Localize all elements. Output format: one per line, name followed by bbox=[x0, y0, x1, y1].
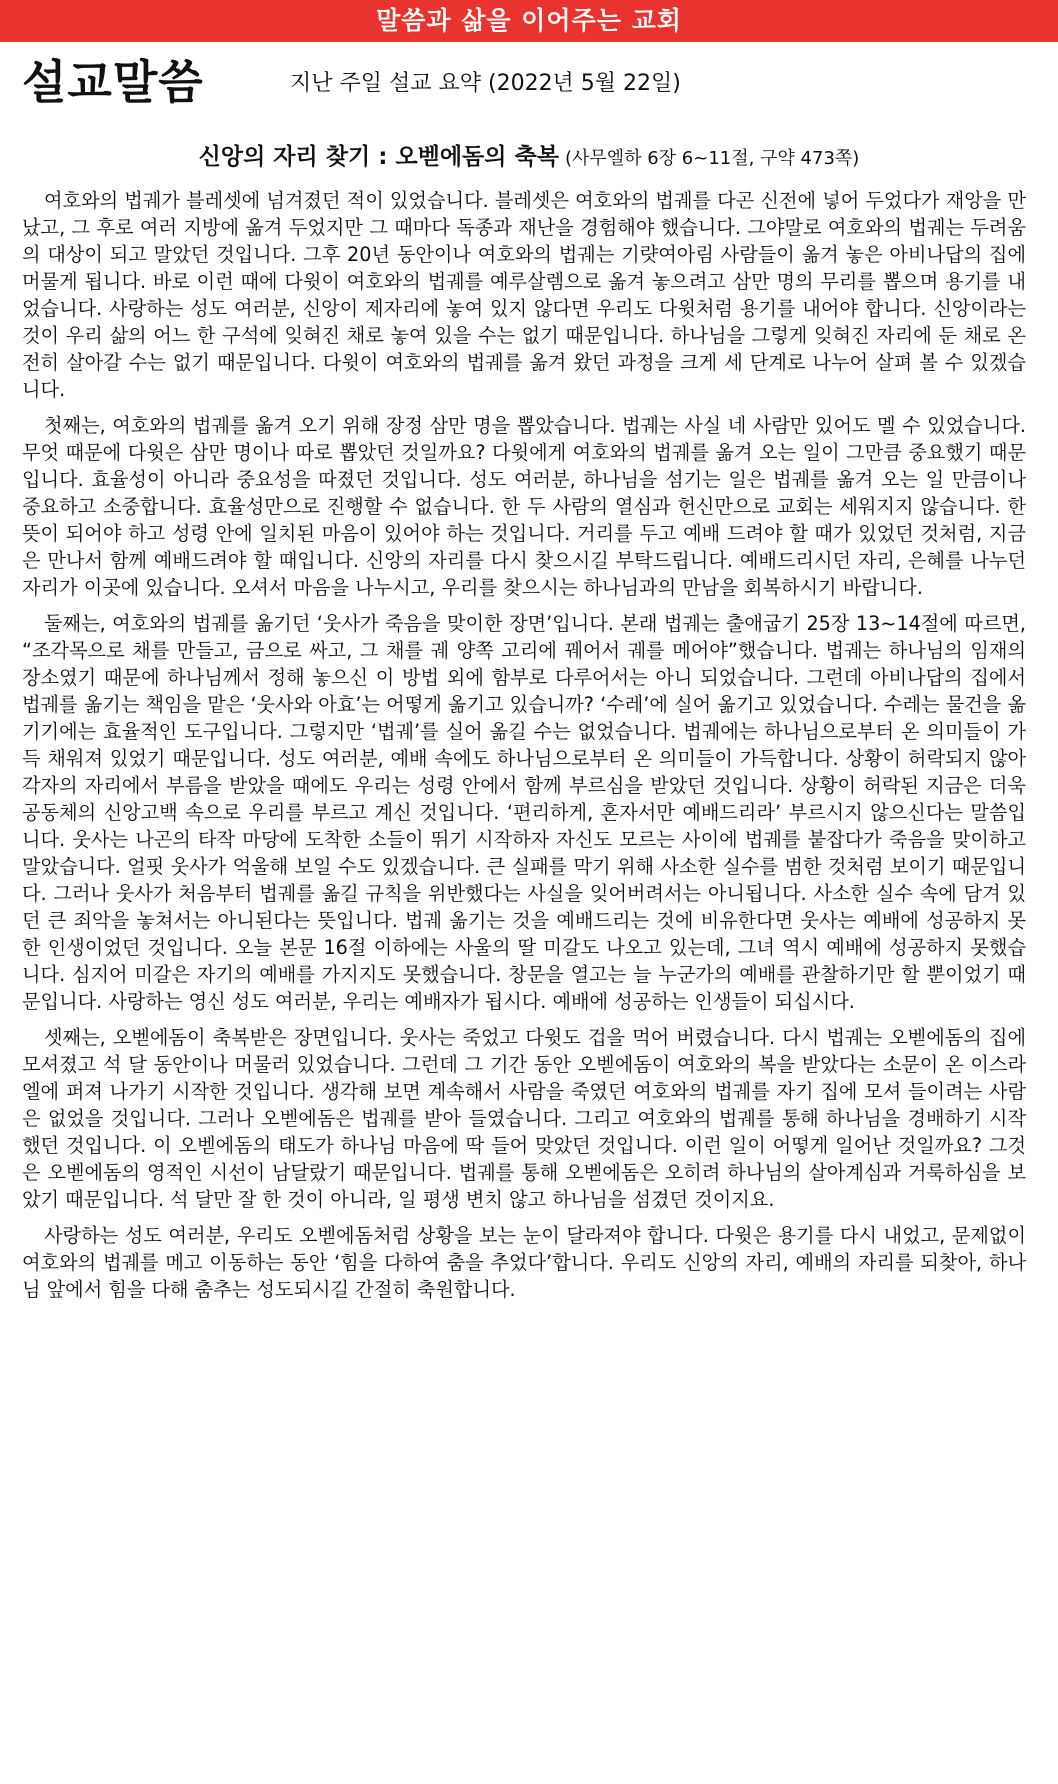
sermon-paragraph-first: 첫째는, 여호와의 법궤를 옮겨 오기 위해 장정 삼만 명을 뽑았습니다. 법궤는 사실 네 사람만 있어도 멜 수 있었습니다. 무엇 때문에 다윗은 삼만 명이나 따로 뽑았던 것일까요? 다윗에게 여호와의 법궤를 옮겨 오는 일이 그만큼 중요했기 때문입니다. 효율성이 아니라 중요성을 따졌던 것입니다. 성도 여러분, 하나님을 섬기는 일은 법궤를 옮겨 오는 일 만큼이나 중요하고 소중합니다. 효율성만으로 진행할 수 없습니다. 한 두 사람의 열심과 헌신만으로 교회는 세워지지 않습니다. 한 뜻이 되어야 하고 성령 안에 일치된 마음이 있어야 하는 것입니다. 거리를 두고 예배 드려야 할 때가 있었던 것처럼, 지금은 만나서 함께 예배드려야 할 때입니다. 신앙의 자리를 다시 찾으시길 부탁드립니다. 예배드리시던 자리, 은혜를 나누던 자리가 이곳에 있습니다. 오셔서 마음을 나누시고, 우리를 찾으시는 하나님과의 만남을 회복하시기 바랍니다. bbox=[22, 414, 1026, 599]
church-slogan-banner bbox=[0, 0, 1058, 42]
section-title: 설교말씀 bbox=[22, 55, 204, 109]
sermon-title: 신앙의 자리 찾기 : 오벧에돔의 축복 bbox=[198, 144, 559, 170]
page-header bbox=[22, 52, 1032, 116]
sermon-paragraph-conclusion: 사랑하는 성도 여러분, 우리도 오벧에돔처럼 상황을 보는 눈이 달라져야 합니다. 다윗은 용기를 다시 내었고, 문제없이 여호와의 법궤를 메고 이동하는 동안 ‘힘을 다하여 춤을 추었다’합니다. 우리도 신앙의 자리, 예배의 자리를 되찾아, 하나님 앞에서 힘을 다해 춤추는 성도되시길 간절히 축원합니다. bbox=[22, 1224, 1026, 1301]
sermon-paragraph-intro: 여호와의 법궤가 블레셋에 넘겨졌던 적이 있었습니다. 블레셋은 여호와의 법궤를 다곤 신전에 넣어 두었다가 재앙을 만났고, 그 후로 여러 지방에 옮겨 두었지만 그 때마다 독종과 재난을 경험해야 했습니다. 그야말로 여호와의 법궤는 두려움의 대상이 되고 말았던 것입니다. 그후 20년 동안이나 여호와의 법궤는 기럇여아림 사람들이 옮겨 놓은 아비나답의 집에 머물게 됩니다. 바로 이런 때에 다윗이 여호와의 법궤를 예루살렘으로 옮겨 놓으려고 삼만 명의 무리를 뽑으며 용기를 내었습니다. 사랑하는 성도 여러분, 신앙이 제자리에 놓여 있지 않다면 우리도 다윗처럼 용기를 내어야 합니다. 신앙이라는 것이 우리 삶의 어느 한 구석에 잊혀진 채로 놓여 있을 수는 없기 때문입니다. 하나님을 그렇게 잊혀진 자리에 둔 채로 온전히 살아갈 수는 없기 때문입니다. 다윗이 여호와의 법궤를 옮겨 왔던 과정을 크게 세 단계로 나누어 살펴 볼 수 있겠습니다. bbox=[22, 189, 1026, 401]
sermon-body bbox=[22, 187, 1026, 1312]
sermon-date-subtitle: 지난 주일 설교 요약 (2022년 5월 22일) bbox=[290, 71, 681, 96]
scripture-reference: (사무엘하 6장 6~11절, 구약 473쪽) bbox=[564, 148, 860, 169]
church-slogan: 말씀과 삶을 이어주는 교회 bbox=[376, 6, 682, 35]
sermon-paragraph-second: 둘째는, 여호와의 법궤를 옮기던 ‘웃사가 죽음을 맞이한 장면’입니다. 본래 법궤는 출애굽기 25장 13~14절에 따르면, “조각목으로 채를 만들고, 금으로 싸고, 그 채를 궤 양쪽 고리에 꿰어서 궤를 메어야”했습니다. 법궤는 하나님의 임재의 장소였기 때문에 하나님께서 정해 놓으신 이 방법 외에 함부로 다루어서는 아니 되었습니다. 그런데 아비나답의 집에서 법궤를 옮기는 책임을 맡은 ‘웃사와 아효’는 어떻게 옮기고 있습니까? ‘수레’에 실어 옮기고 있었습니다. 수레는 물건을 옮기기에는 효율적인 도구입니다. 그렇지만 ‘법궤’를 실어 옮길 수는 없었습니다. 법궤에는 하나님으로부터 온 의미들이 가득 채워져 있었기 때문입니다. 성도 여러분, 예배 속에도 하나님으로부터 온 의미들이 가득합니다. 상황이 허락되지 않아 각자의 자리에서 부름을 받았을 때에도 우리는 성령 안에서 함께 부르심을 받았던 것입니다. 상황이 허락된 지금은 더욱 공동체의 신앙고백 속으로 우리를 부르고 계신 것입니다. ‘편리하게, 혼자서만 예배드리라’ 부르시지 않으신다는 말씀입니다. 웃사는 나곤의 타작 마당에 도착한 소들이 뛰기 시작하자 자신도 모르는 사이에 법궤를 붙잡다가 죽음을 맞이하고 말았습니다. 얼핏 웃사가 억울해 보일 수도 있겠습니다. 큰 실패를 막기 위해 사소한 실수를 범한 것처럼 보이기 때문입니다. 그러나 웃사가 처음부터 법궤를 옮길 규칙을 위반했다는 사실을 잊어버려서는 아니됩니다. 사소한 실수 속에 담겨 있던 큰 죄악을 놓쳐서는 아니된다는 뜻입니다. 법궤 옮기는 것을 예배드리는 것에 비유한다면 웃사는 예배에 성공하지 못한 인생이었던 것입니다. 오늘 본문 16절 이하에는 사울의 딸 미갈도 나오고 있는데, 그녀 역시 예배에 성공하지 못했습니다. 심지어 미갈은 자기의 예배를 가지지도 못했습니다. 창문을 열고는 늘 누군가의 예배를 관찰하기만 할 뿐이었기 때문입니다. 사랑하는 영신 성도 여러분, 우리는 예배자가 됩시다. 예배에 성공하는 인생들이 되십시다. bbox=[22, 612, 1026, 1013]
sermon-paragraph-third: 셋째는, 오벧에돔이 축복받은 장면입니다. 웃사는 죽었고 다윗도 겁을 먹어 버렸습니다. 다시 법궤는 오벧에돔의 집에 모셔졌고 석 달 동안이나 머물러 있었습니다. 그런데 그 기간 동안 오벧에돔이 여호와의 복을 받았다는 소문이 온 이스라엘에 퍼져 나가기 시작한 것입니다. 생각해 보면 계속해서 사람을 죽였던 여호와의 법궤를 자기 집에 모셔 들이려는 사람은 없었을 것입니다. 그러나 오벧에돔은 법궤를 받아 들였습니다. 그리고 여호와의 법궤를 통해 하나님을 경배하기 시작했던 것입니다. 이 오벧에돔의 태도가 하나님 마음에 딱 들어 맞았던 것입니다. 이런 일이 어떻게 일어난 것일까요? 그것은 오벧에돔의 영적인 시선이 남달랐기 때문입니다. 법궤를 통해 오벧에돔은 오히려 하나님의 살아계심과 거룩하심을 보았기 때문입니다. 석 달만 잘 한 것이 아니라, 일 평생 변치 않고 하나님을 섬겼던 것이지요. bbox=[22, 1026, 1026, 1211]
sermon-heading bbox=[0, 140, 1058, 176]
